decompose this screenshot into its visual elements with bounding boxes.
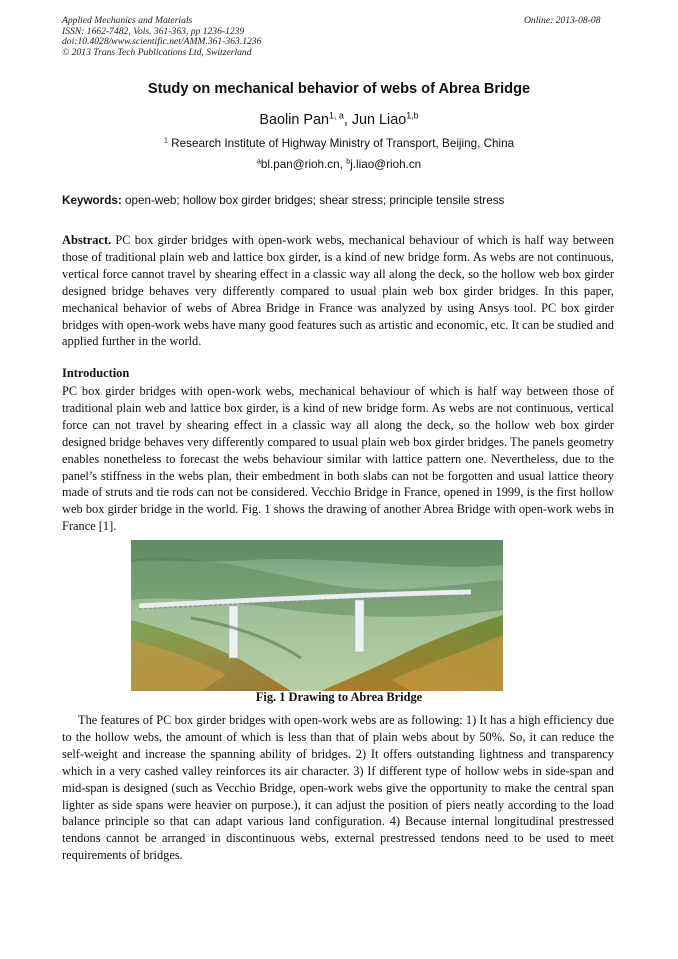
author-separator: ,: [343, 112, 352, 128]
online-date: Online: 2013-08-08: [524, 15, 601, 26]
paper-title: Study on mechanical behavior of webs of Abrea Bridge: [147, 81, 531, 97]
abstract-label: Abstract.: [62, 233, 112, 247]
email-line: [0, 158, 678, 171]
bridge-pier-left: [229, 606, 238, 658]
email-a: bl.pan@rioh.cn,: [260, 158, 347, 171]
author-1-affil: 1, a: [328, 110, 344, 121]
email-b: j.liao@rioh.cn: [350, 158, 422, 171]
email-a-marker: a: [256, 156, 261, 166]
keywords-text: open-web; hollow box girder bridges; shear stress; principle tensile stress: [121, 194, 505, 207]
bridge-illustration: [131, 540, 538, 691]
image-right-margin: [503, 540, 538, 691]
bridge-pier-right: [355, 600, 364, 652]
introduction-paragraph-1: PC box girder bridges with open-work webs, mechanical behaviour of which is half way between those of traditional plain web and lattice box girder, is a kind of new bridge form. As webs are not continuous, vertical force can not travel by shearing effect in a classic way all along the deck, so the hollow web box girder designed bridge behaves very differently compared to usual plain web box girder bridges. The panels geometry enables nonetheless to forecast the webs behaviour similar with lattice pattern one. Nevertheless, due to the panel’s stiffness in the webs plan, their embedment in both slabs can not be forgotten and usual lattice theory made of struts and tie rods can not be considered. Vecchio Bridge in France, opened in 1999, is the first hollow web box girder bridge in the world. Fig. 1 shows the drawing of another Abrea Bridge with open-work webs in France [1].: [62, 384, 614, 534]
doi-line: doi:10.4028/www.scientific.net/AMM.361-363.1236: [62, 36, 262, 48]
abstract-text: PC box girder bridges with open-work webs, mechanical behaviour of which is half way between those of traditional plain web and lattice box girder, is a kind of new bridge form. As webs are not continuous, vertical force cannot travel by shearing effect in a classic way all along the deck, so the hollow web box girder designed bridge behaves very differently compared to usual plain web box girder bridges. In this paper, mechanical behavior of webs of Abrea Bridge in France was analyzed by using Ansys tool. PC box girder bridges with open-work webs have many good features such as artistic and economic, etc. It can be studied and applied further in the world.: [62, 233, 614, 349]
email-b-marker: b: [346, 156, 351, 166]
abstract: [62, 232, 614, 350]
copyright-line: © 2013 Trans Tech Publications Ltd, Switzerland: [62, 46, 252, 58]
author-2: Jun Liao: [351, 112, 407, 128]
figure-caption: Fig. 1 Drawing to Abrea Bridge: [255, 690, 423, 704]
affiliation-number: 1: [163, 135, 168, 145]
issn-line: ISSN: 1662-7482, Vols. 361-363, pp 1236-1239: [62, 25, 245, 37]
keywords-label: Keywords:: [62, 194, 122, 207]
introduction-paragraph-2: The features of PC box girder bridges with open-work webs are as following: 1) It has a high efficiency due to the hollow webs, the amount of which is less than that of plain webs about by 50%. So, it can reduce the self-weight and increase the spanning ability of bridges. 2) It offers outstanding lightness and transparency which in a very cashed valley reinforces its air character. 3) If different type of hollow webs in side-span and mid-span is designed (such as Vecchio Bridge, open-work webs give the opportunity to make the central span lighter as side spans were heavier on purpose.), it can adjust the position of piers neatly according to the load balance principle so that can adapt various land configuration. 4) Because internal longitudinal prestressed tendons cannot be arranged in discontinuous webs, external prestressed tendons need to be used to meet requirements of bridges.: [62, 713, 614, 863]
journal-header: [62, 16, 261, 58]
author-line: [0, 112, 678, 128]
author-1: Baolin Pan: [259, 112, 329, 128]
affiliation-text: Research Institute of Highway Ministry of Transport, Beijing, China: [167, 137, 515, 150]
journal-name: Applied Mechanics and Materials: [62, 15, 193, 26]
affiliation: [0, 137, 678, 150]
author-2-affil: 1,b: [406, 110, 419, 121]
figure-bridge-drawing: [131, 540, 538, 691]
section-heading-introduction: Introduction: [62, 366, 130, 380]
keywords: [62, 194, 622, 207]
